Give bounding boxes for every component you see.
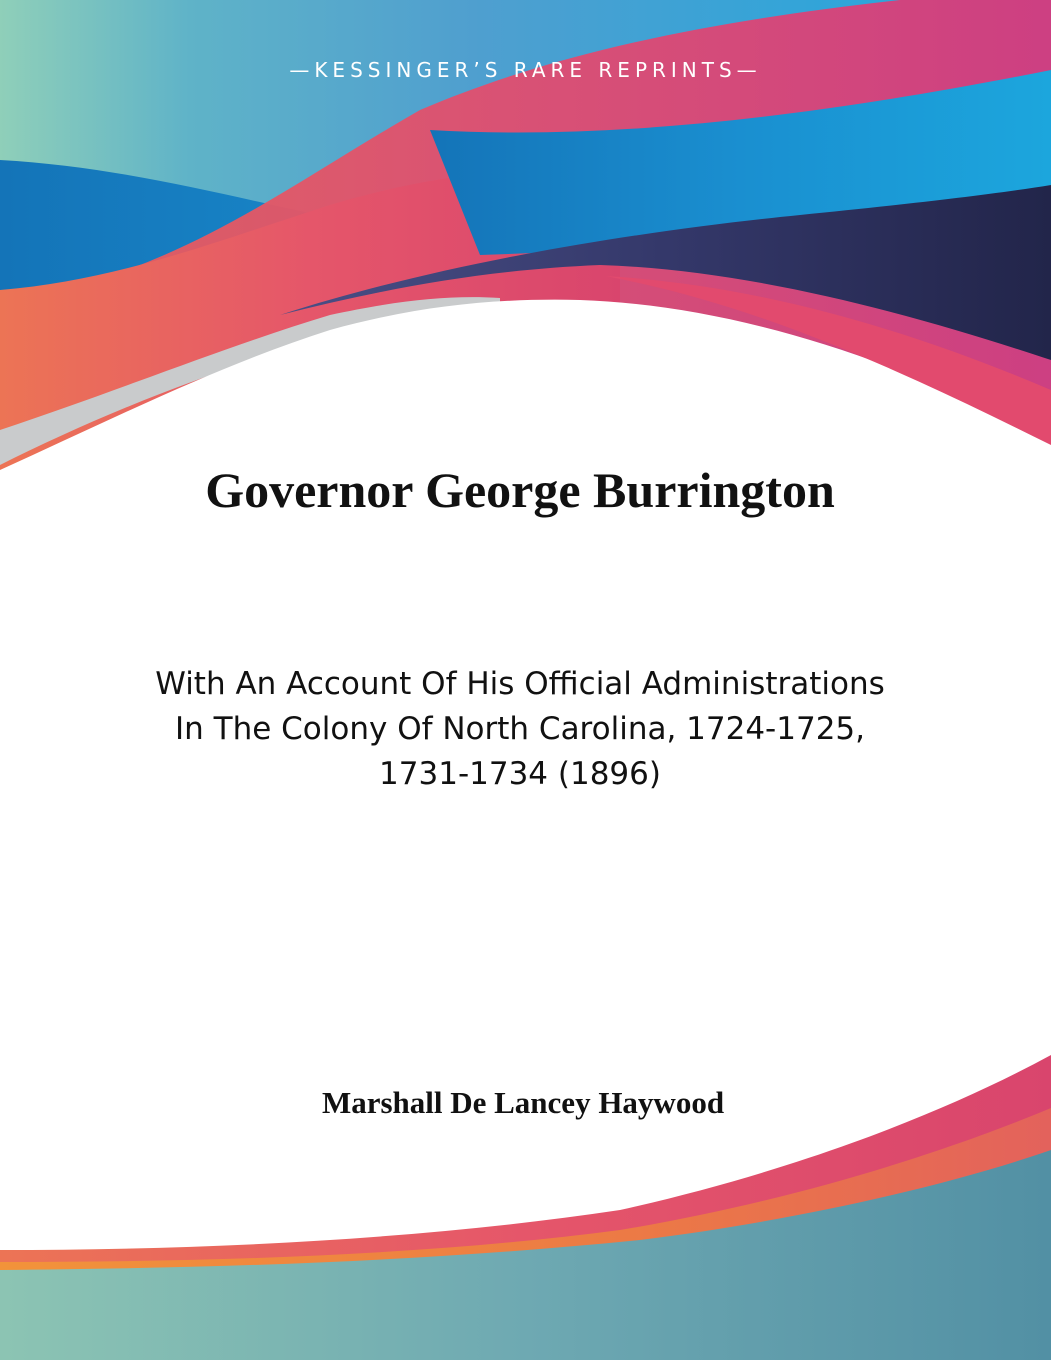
book-author: Marshall De Lancey Haywood [321,1085,725,1120]
book-subtitle: With An Account Of His Official Administrations In The Colony Of North Carolina, 1724-1725, 1731-1734 (1896) [155,666,885,792]
publisher-banner: —KESSINGER’S RARE REPRINTS— [289,58,762,82]
book-title: Governor George Burrington [205,462,835,518]
